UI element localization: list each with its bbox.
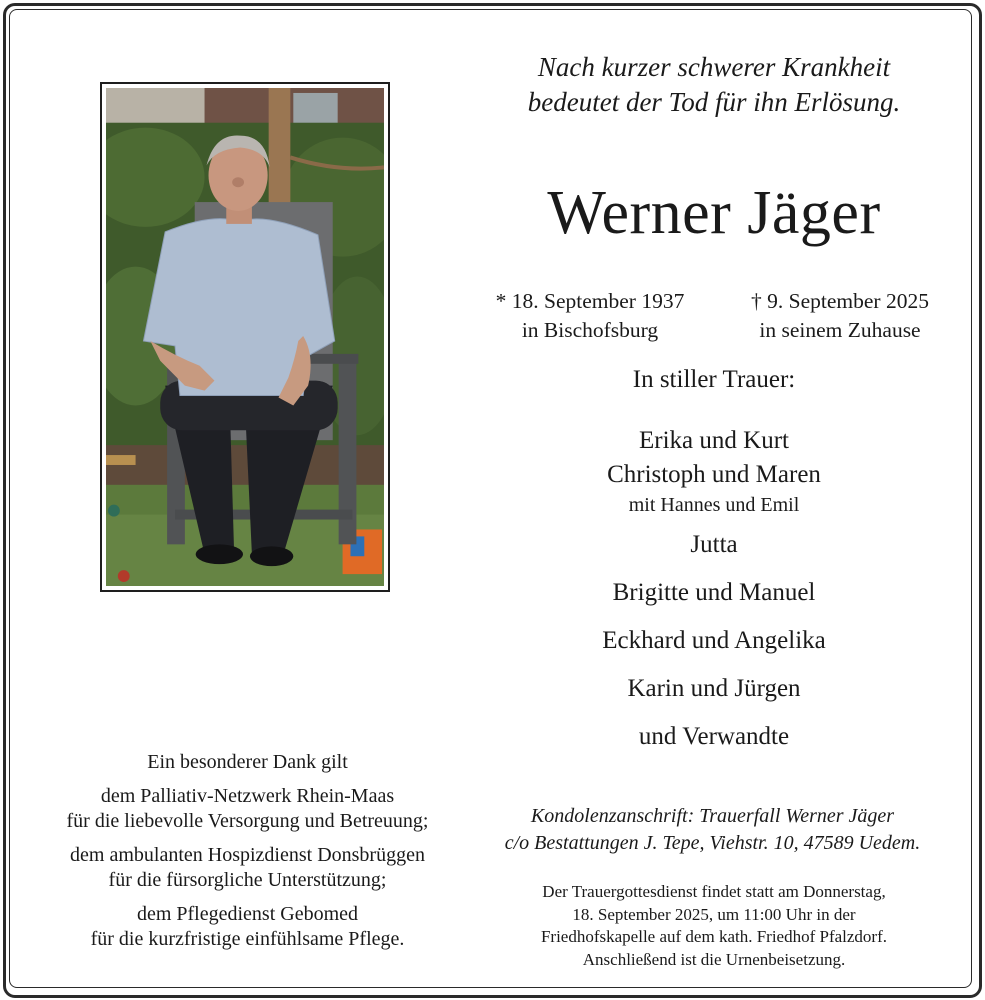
condolence-line-1: Kondolenzanschrift: Trauerfall Werner Jäger bbox=[530, 805, 895, 827]
mourner-entry: und Verwandte bbox=[638, 723, 790, 750]
thanks-section bbox=[30, 750, 465, 961]
mourner-entry: Brigitte und Manuel bbox=[612, 579, 816, 606]
motto-line-2: bedeutet der Tod für ihn Erlösung. bbox=[527, 87, 901, 117]
thanks-intro: Ein besonderer Dank gilt bbox=[147, 751, 348, 773]
death-info bbox=[722, 287, 958, 345]
thanks-reason: für die kurzfristige einfühlsame Pflege. bbox=[90, 928, 405, 950]
service-info bbox=[490, 881, 938, 971]
thanks-reason: für die liebevolle Versorgung und Betreuung; bbox=[66, 810, 429, 832]
thanks-item bbox=[30, 784, 465, 835]
birth-info bbox=[470, 287, 710, 345]
thanks-item bbox=[30, 843, 465, 894]
thanks-recipient: dem Palliativ-Netzwerk Rhein-Maas bbox=[100, 784, 395, 807]
thanks-recipient: dem Pflegedienst Gebomed bbox=[136, 902, 359, 925]
condolence-address bbox=[465, 803, 960, 856]
birth-date: * 18. September 1937 bbox=[495, 289, 685, 313]
birth-place: in Bischofsburg bbox=[521, 318, 659, 342]
mourner-entry: mit Hannes und Emil bbox=[628, 494, 800, 516]
service-line: Der Trauergottesdienst findet statt am Donnerstag, bbox=[542, 882, 886, 901]
mourner-entry: Jutta bbox=[690, 531, 738, 558]
thanks-item bbox=[30, 902, 465, 953]
mourning-heading: In stiller Trauer: bbox=[632, 366, 796, 393]
motto bbox=[490, 50, 938, 120]
deceased-name: Werner Jäger bbox=[547, 179, 881, 247]
mourners-list bbox=[490, 424, 938, 754]
death-date: † 9. September 2025 bbox=[751, 289, 929, 313]
portrait-image bbox=[106, 88, 384, 586]
service-line: 18. September 2025, um 11:00 Uhr in der bbox=[572, 904, 856, 924]
service-line: Friedhofskapelle auf dem kath. Friedhof Pfalzdorf. bbox=[540, 927, 888, 946]
condolence-line-2: c/o Bestattungen J. Tepe, Viehstr. 10, 47589 Uedem. bbox=[504, 831, 921, 854]
mourner-entry: Erika und Kurt bbox=[639, 427, 789, 454]
thanks-reason: für die fürsorgliche Unterstützung; bbox=[108, 869, 387, 891]
motto-line-1: Nach kurzer schwerer Krankheit bbox=[537, 52, 891, 82]
service-line: Anschließend ist die Urnenbeisetzung. bbox=[582, 949, 846, 969]
mourner-entry: Christoph und Maren bbox=[607, 461, 821, 488]
death-place: in seinem Zuhause bbox=[759, 318, 921, 342]
portrait-photo bbox=[100, 82, 390, 592]
mourner-entry: Eckhard und Angelika bbox=[602, 627, 826, 654]
thanks-recipient: dem ambulanten Hospizdienst Donsbrüggen bbox=[70, 843, 425, 866]
mourner-entry: Karin und Jürgen bbox=[627, 675, 801, 702]
